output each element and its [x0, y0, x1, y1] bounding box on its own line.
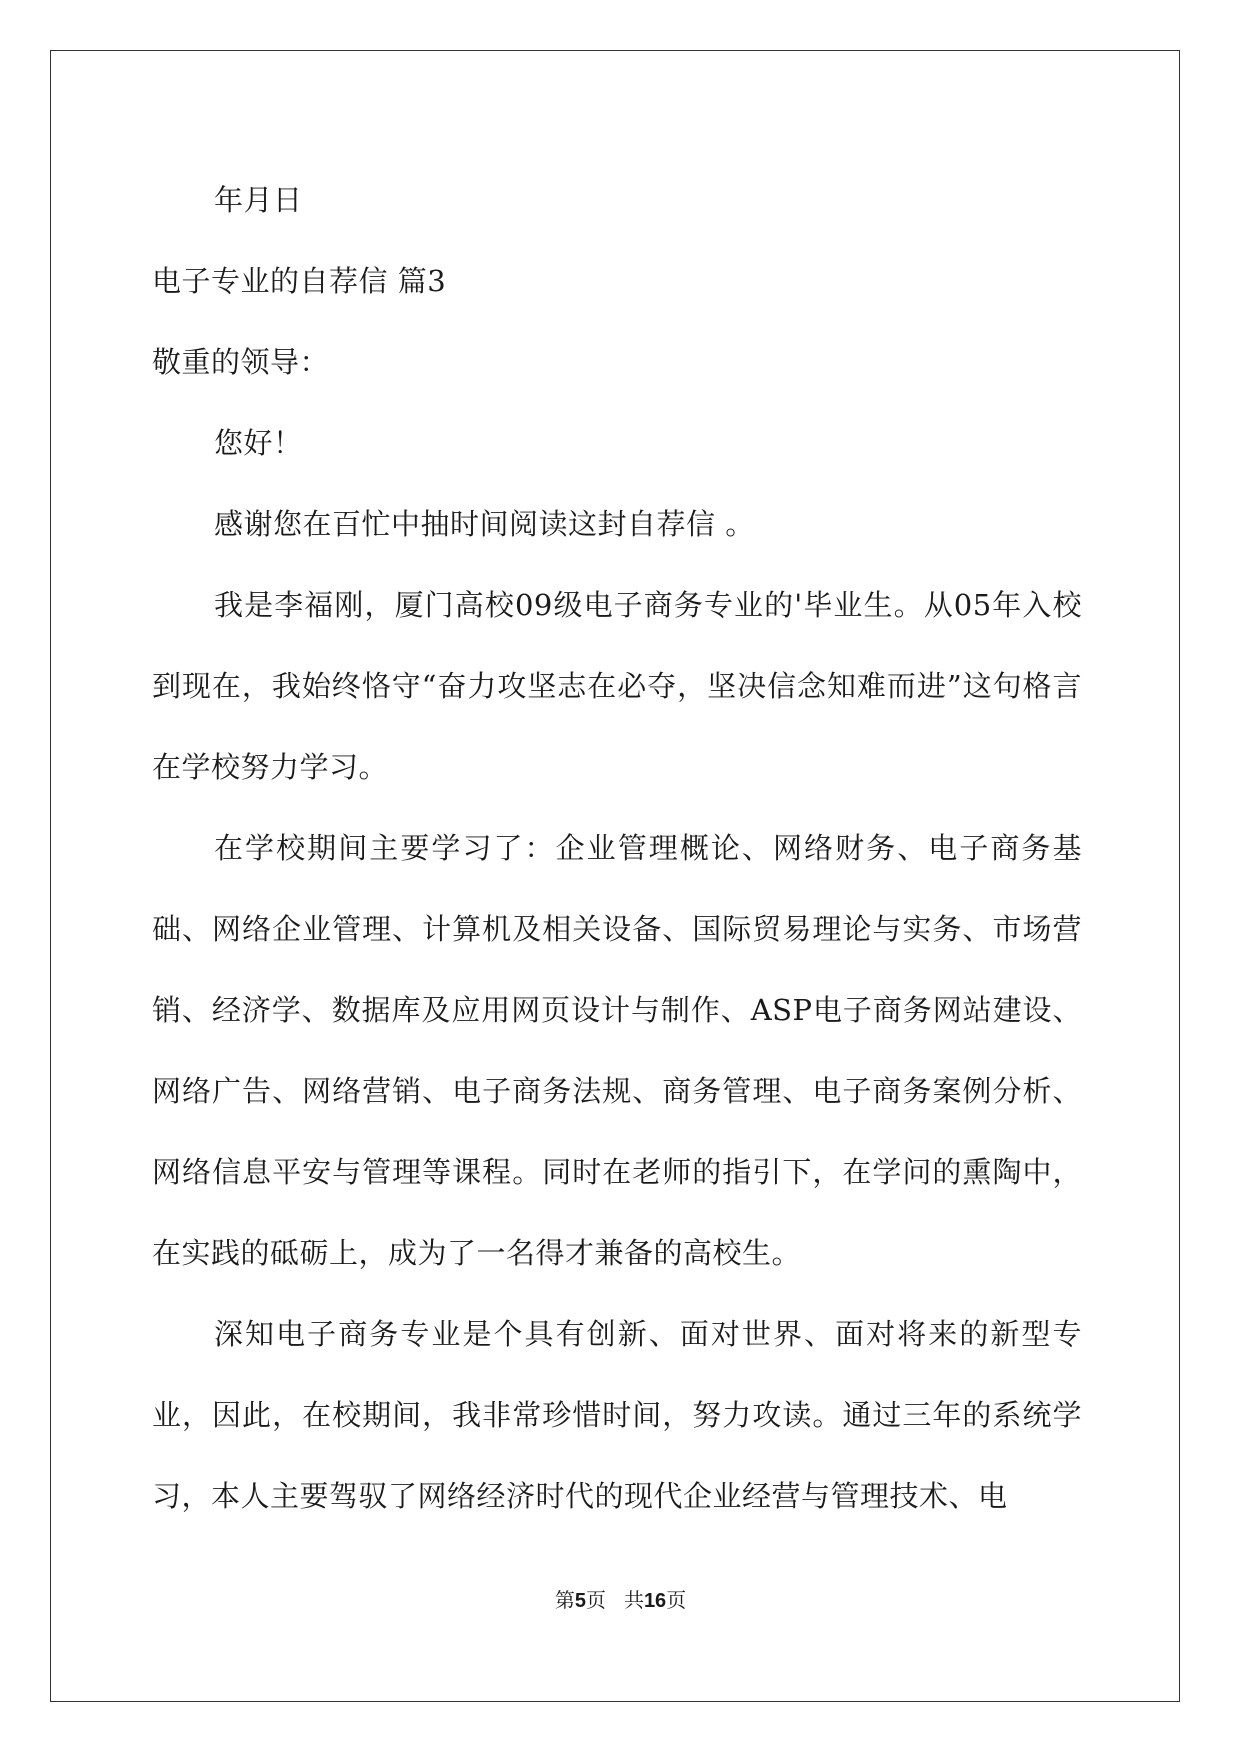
- paragraph-intro: 我是李福刚，厦门高校09级电子商务专业的'毕业生。从05年入校到现在，我始终恪守“奋力攻坚志在必夺，坚决信念知难而进”这句格言在学校努力学习。: [152, 588, 1082, 784]
- paragraph-courses: 在学校期间主要学习了：企业管理概论、网络财务、电子商务基础、网络企业管理、计算机及相关设备、国际贸易理论与实务、市场营销、经济学、数据库及应用网页设计与制作、ASP电子商务网站建设、网络广告、网络营销、电子商务法规、商务管理、电子商务案例分析、网络信息平安与管理等课程。同时在老师的指引下，在学问的熏陶中，在实践的砥砺上，成为了一名得才兼备的高校生。: [152, 831, 1082, 1270]
- footer-page-prefix: 第: [554, 1588, 575, 1612]
- footer-page-total: 16: [643, 1590, 667, 1612]
- salutation: 敬重的领导：: [152, 345, 330, 379]
- section-title: 电子专业的自荐信 篇3: [152, 264, 447, 298]
- footer-total-prefix: 共: [623, 1588, 644, 1612]
- page-footer: [0, 1585, 1241, 1616]
- paragraph-major: 深知电子商务专业是个具有创新、面对世界、面对将来的新型专业，因此，在校期间，我非常珍惜时间，努力攻读。通过三年的系统学习，本人主要驾驭了网络经济时代的现代企业经营与管理技术、电: [152, 1317, 1082, 1513]
- date-line: 年月日: [214, 183, 303, 217]
- greeting: 您好！: [214, 426, 303, 460]
- document-body: [152, 160, 1082, 1537]
- footer-page-current: 5: [574, 1590, 586, 1612]
- footer-total-suffix: 页: [666, 1588, 687, 1612]
- footer-page-suffix: 页: [585, 1588, 606, 1612]
- paragraph-thanks: 感谢您在百忙中抽时间阅读这封自荐信 。: [214, 507, 755, 541]
